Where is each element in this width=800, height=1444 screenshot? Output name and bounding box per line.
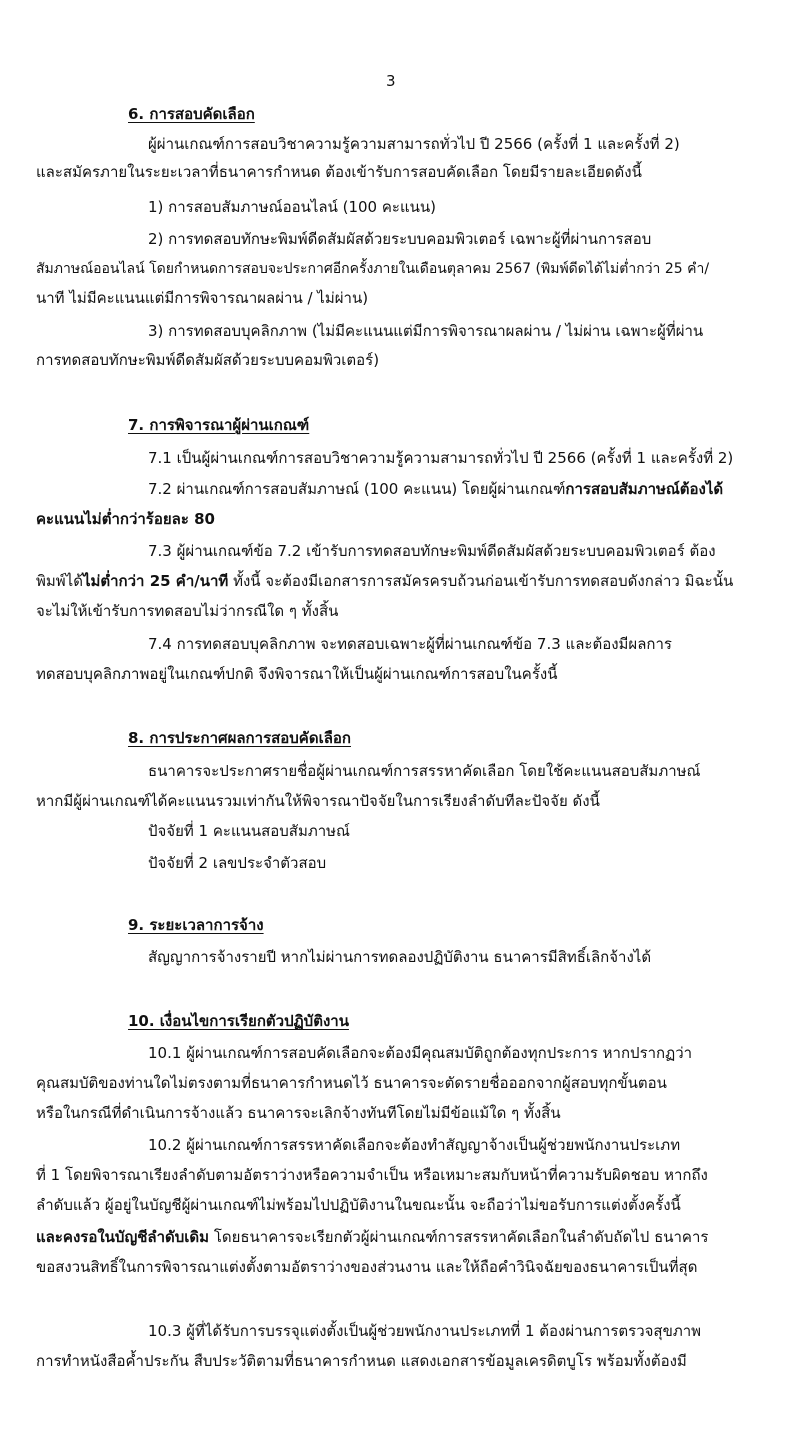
section-8-line: ธนาคารจะประกาศรายชื่อผู้ผ่านเกณฑ์การสรรหาคัดเลือก โดยใช้คะแนนสอบสัมภาษณ์: [148, 762, 701, 780]
section-10-heading: 10. เงื่อนไขการเรียกตัวปฏิบัติงาน: [128, 1012, 349, 1030]
section-8-line: หากมีผู้ผ่านเกณฑ์ได้คะแนนรวมเท่ากันให้พิจารณาปัจจัยในการเรียงลำดับทีละปัจจัย ดังนี้: [36, 792, 600, 810]
section-6-item: 2) การทดสอบทักษะพิมพ์ดีดสัมผัสด้วยระบบคอมพิวเตอร์ เฉพาะผู้ที่ผ่านการสอบ: [148, 230, 652, 248]
section-7-item: 7.1 เป็นผู้ผ่านเกณฑ์การสอบวิชาความรู้ความสามารถทั่วไป ปี 2566 (ครั้งที่ 1 และครั้งที่ 2): [148, 449, 734, 467]
section-8-factor: ปัจจัยที่ 1 คะแนนสอบสัมภาษณ์: [148, 822, 350, 840]
section-10-line: 10.3 ผู้ที่ได้รับการบรรจุแต่งตั้งเป็นผู้ช่วยพนักงานประเภทที่ 1 ต้องผ่านการตรวจสุขภาพ: [148, 1322, 702, 1340]
section-10-line: [36, 1226, 708, 1248]
section-6-heading: 6. การสอบคัดเลือก: [128, 105, 255, 123]
section-7-text: ทั้งนี้ จะต้องมีเอกสารการสมัครครบถ้วนก่อนเข้ารับการทดสอบดังกล่าว มิฉะนั้น: [228, 572, 734, 590]
section-6-line: และสมัครภายในระยะเวลาที่ธนาคารกำหนด ต้องเข้ารับการสอบคัดเลือก โดยมีรายละเอียดดังนี้: [36, 163, 642, 181]
section-10-line: คุณสมบัติของท่านใดไม่ตรงตามที่ธนาคารกำหนดไว้ ธนาคารจะตัดรายชื่อออกจากผู้สอบทุกขั้นตอน: [36, 1074, 667, 1092]
section-7-heading: 7. การพิจารณาผู้ผ่านเกณฑ์: [128, 416, 310, 434]
section-10-line: ลำดับแล้ว ผู้อยู่ในบัญชีผู้ผ่านเกณฑ์ไม่พร้อมไปปฏิบัติงานในขณะนั้น จะถือว่าไม่ขอรับการแต่งตั้งครั้งนี้: [36, 1196, 681, 1214]
section-9-heading: 9. ระยะเวลาการจ้าง: [128, 916, 264, 934]
section-9-line: สัญญาการจ้างรายปี หากไม่ผ่านการทดลองปฏิบัติงาน ธนาคารมีสิทธิ์เลิกจ้างได้: [148, 948, 652, 966]
section-7-line: จะไม่ให้เข้ารับการทดสอบไม่ว่ากรณีใด ๆ ทั้งสิ้น: [36, 602, 339, 620]
section-8-heading: 8. การประกาศผลการสอบคัดเลือก: [128, 729, 351, 747]
section-7-bold-text: ไม่ต่ำกว่า 25 คำ/นาที: [82, 572, 229, 590]
section-6-item: 3) การทดสอบบุคลิกภาพ (ไม่มีคะแนนแต่มีการพิจารณาผลผ่าน / ไม่ผ่าน เฉพาะผู้ที่ผ่าน: [148, 322, 704, 340]
section-6-item: 1) การสอบสัมภาษณ์ออนไลน์ (100 คะแนน): [148, 198, 436, 216]
section-6-line: สัมภาษณ์ออนไลน์ โดยกำหนดการสอบจะประกาศอีกครั้งภายในเดือนตุลาคม 2567 (พิมพ์ดีดได้ไม่ต่ำกว่า 25 คำ/: [36, 261, 710, 277]
section-7-item: [148, 478, 723, 500]
section-7-item: 7.3 ผู้ผ่านเกณฑ์ข้อ 7.2 เข้ารับการทดสอบทักษะพิมพ์ดีดสัมผัสด้วยระบบคอมพิวเตอร์ ต้อง: [148, 542, 716, 560]
section-6-line: ผู้ผ่านเกณฑ์การสอบวิชาความรู้ความสามารถทั่วไป ปี 2566 (ครั้งที่ 1 และครั้งที่ 2): [148, 135, 680, 153]
section-10-line: ที่ 1 โดยพิจารณาเรียงลำดับตามอัตราว่างหรือความจำเป็น หรือเหมาะสมกับหน้าที่ความรับผิดชอบ หากถึง: [36, 1166, 708, 1184]
section-10-line: 10.2 ผู้ผ่านเกณฑ์การสรรหาคัดเลือกจะต้องทำสัญญาจ้างเป็นผู้ช่วยพนักงานประเภท: [148, 1136, 681, 1154]
section-6-line: การทดสอบทักษะพิมพ์ดีดสัมผัสด้วยระบบคอมพิวเตอร์): [36, 351, 380, 369]
page-number: 3: [386, 72, 396, 90]
section-10-text: โดยธนาคารจะเรียกตัวผู้ผ่านเกณฑ์การสรรหาคัดเลือกในลำดับถัดไป ธนาคาร: [209, 1228, 709, 1246]
section-7-bold-text: การสอบสัมภาษณ์ต้องได้: [565, 480, 724, 498]
section-8-factor: ปัจจัยที่ 2 เลขประจำตัวสอบ: [148, 854, 327, 872]
section-7-text: พิมพ์ได้: [36, 572, 83, 590]
section-7-item: 7.4 การทดสอบบุคลิกภาพ จะทดสอบเฉพาะผู้ที่ผ่านเกณฑ์ข้อ 7.3 และต้องมีผลการ: [148, 635, 672, 653]
section-6-line: นาที ไม่มีคะแนนแต่มีการพิจารณาผลผ่าน / ไม่ผ่าน): [36, 289, 369, 307]
section-7-line: [36, 570, 733, 592]
section-10-line: หรือในกรณีที่ดำเนินการจ้างแล้ว ธนาคารจะเลิกจ้างทันทีโดยไม่มีข้อแม้ใด ๆ ทั้งสิ้น: [36, 1104, 561, 1122]
section-10-bold-text: และคงรอในบัญชีลำดับเดิม: [36, 1228, 210, 1246]
section-7-line: ทดสอบบุคลิกภาพอยู่ในเกณฑ์ปกติ จึงพิจารณาให้เป็นผู้ผ่านเกณฑ์การสอบในครั้งนี้: [36, 665, 558, 683]
section-7-text: 7.2 ผ่านเกณฑ์การสอบสัมภาษณ์ (100 คะแนน) โดยผู้ผ่านเกณฑ์: [148, 480, 566, 498]
section-10-line: การทำหนังสือค้ำประกัน สืบประวัติตามที่ธนาคารกำหนด แสดงเอกสารข้อมูลเครดิตบูโร พร้อมทั้งต้องมี: [36, 1352, 687, 1370]
section-7-bold-line: คะแนนไม่ต่ำกว่าร้อยละ 80: [36, 510, 215, 528]
section-10-line: ขอสงวนสิทธิ์ในการพิจารณาแต่งตั้งตามอัตราว่างของส่วนงาน และให้ถือคำวินิจฉัยของธนาคารเป็นที่สุด: [36, 1258, 698, 1276]
section-10-line: 10.1 ผู้ผ่านเกณฑ์การสอบคัดเลือกจะต้องมีคุณสมบัติถูกต้องทุกประการ หากปรากฏว่า: [148, 1044, 693, 1062]
